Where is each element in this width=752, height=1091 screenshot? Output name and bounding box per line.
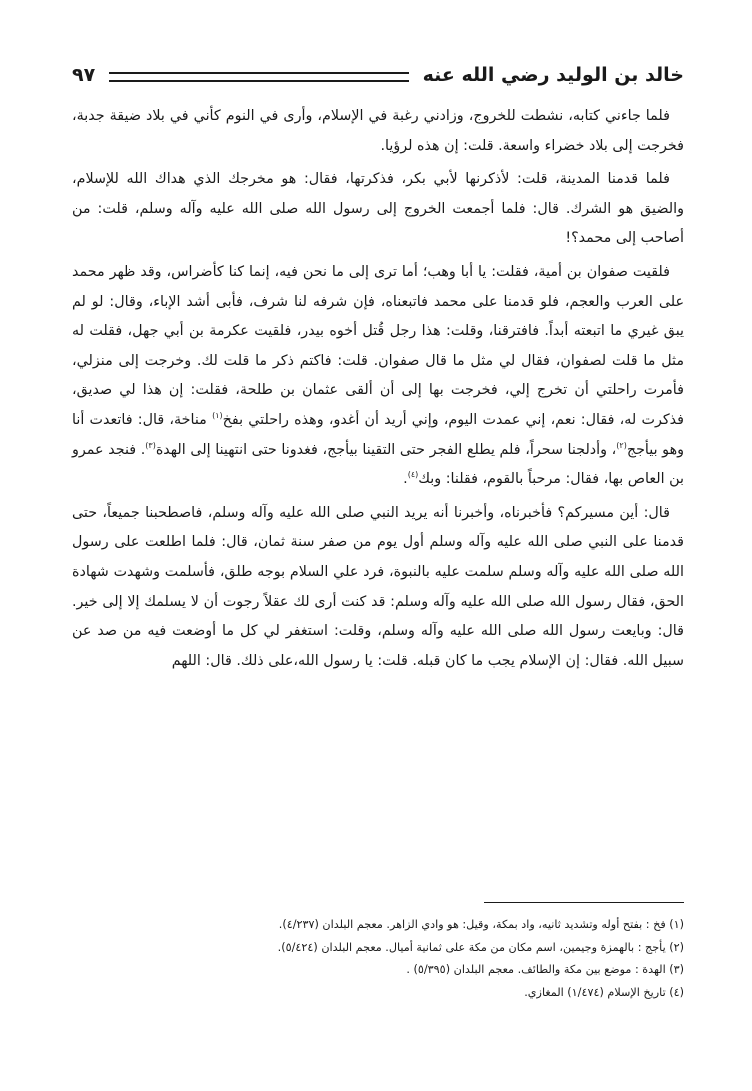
paragraph: [72, 258, 684, 495]
page-header: [72, 56, 684, 94]
paragraph-text: مناخة، قال: فاتعدت أنا وهو بيأجج: [72, 411, 685, 458]
paragraph-text: فلقيت صفوان بن أمية، فقلت: يا أبا وهب؛ أما ترى إلى ما نحن فيه، إنما كنا كأضراس، وقد ظهر محمد على العرب والعجم، فلو قدمنا على محمد فاتبعناه، فإن شرفه لنا شرف، فأبى أشد الإباء، وقال: لو لم يبق غيري ما اتبعته أبداً. فافترقنا، وقلت: هذا رجل قُتل أخوه بيدر، فلقيت عكرمة بن أبي جهل، فقلت له مثل ما قلت لصفوان، فقال لي مثل ما قال صفوان. قلت: فاكتم ذكر ما قلت لك. وخرجت إلى منزلي، فأمرت راحلتي أن تخرج إلي، فخرجت بها إلى أن ألقى عثمان بن طلحة، فقلت: إن هذا لي صديق، فذكرت له، فقال: نعم، إني عمدت اليوم، وإني أريد أن أغدو، وهذه راحلتي بفخ: [72, 263, 684, 428]
footnote-separator: [484, 902, 684, 903]
footnotes: [72, 914, 684, 1004]
page-number: ٩٧: [72, 64, 96, 86]
paragraph: فلما قدمنا المدينة، قلت: لأذكرنها لأبي بكر، فذكرتها، فقال: هو مخرجك الذي هداك الله للإسلام، والضيق هو الشرك. قال: فلما أجمعت الخروج إلى رسول الله صلى الله عليه وآله وسلم، قلت: من أصاحب إلى محمد؟!: [72, 171, 684, 247]
footnote-ref: (٤): [407, 470, 419, 480]
running-title: خالد بن الوليد رضي الله عنه: [422, 64, 684, 86]
footnote: (٤) تاريخ الإسلام (١/٤٧٤) المغازي.: [524, 985, 684, 999]
footnote-ref: (١): [212, 411, 223, 421]
footnote: (٣) الهدة : موضع بين مكة والطائف. معجم البلدان (٥/٣٩٥) .: [406, 963, 684, 976]
paragraph-text: . فنجد عمرو بن العاص بها، فقال: مرحباً بالقوم، فقلنا: وبك: [72, 441, 684, 488]
paragraph: فلما جاءني كتابه، نشطت للخروج، وزادني رغبة في الإسلام، وأرى في النوم كأني في بلاد ضيقة جدبة، فخرجت إلى بلاد خضراء واسعة. قلت: إن هذه لرؤيا.: [72, 108, 684, 154]
paragraph-text: .: [403, 471, 408, 488]
paragraph-text: ، وأدلجنا سحراً، فلم يطلع الفجر حتى التقينا بيأجج، فغدونا حتى انتهينا إلى الهدة: [155, 441, 617, 458]
footnote: (١) فخ : بفتح أوله وتشديد ثانيه، واد بمكة، وقيل: هو وادي الزاهر. معجم البلدان (٤/٢٣٧).: [278, 918, 684, 931]
paragraph: قال: أين مسيركم؟ فأخبرناه، وأخبرنا أنه يريد النبي صلى الله عليه وآله وسلم، فاصطحبنا جميعاً، حتى قدمنا على النبي صلى الله عليه وآله وسلم أول يوم من صفر سنة ثمان، قال: فلما اطلعت على رسول الله صلى الله عليه وآله وسلم سلمت عليه بالنبوة، فرد علي السلام بوجه طلق، فأسلمت وشهدت شهادة الحق، فقال رسول الله صلى الله عليه وآله وسلم: قد كنت أرى لك عقلاً رجوت أن لا يسلمك إلا إلى خير. قال: وبايعت رسول الله صلى الله عليه وآله وسلم، وقلت: استغفر لي كل ما أوضعت فيه من صد عن سبيل الله. فقال: إن الإسلام يجب ما كان قبله. قلت: يا رسول الله،على ذلك. قال: اللهم: [72, 504, 684, 669]
body-text: [72, 102, 684, 676]
header-double-rule: [109, 72, 408, 82]
footnote-ref: (٢): [616, 440, 627, 450]
book-page: [72, 56, 684, 1066]
footnote: (٢) يأجج : بالهمزة وجيمين، اسم مكان من مكة على ثمانية أميال. معجم البلدان (٥/٤٢٤).: [277, 940, 684, 954]
footnote-ref: (٣): [145, 440, 156, 450]
